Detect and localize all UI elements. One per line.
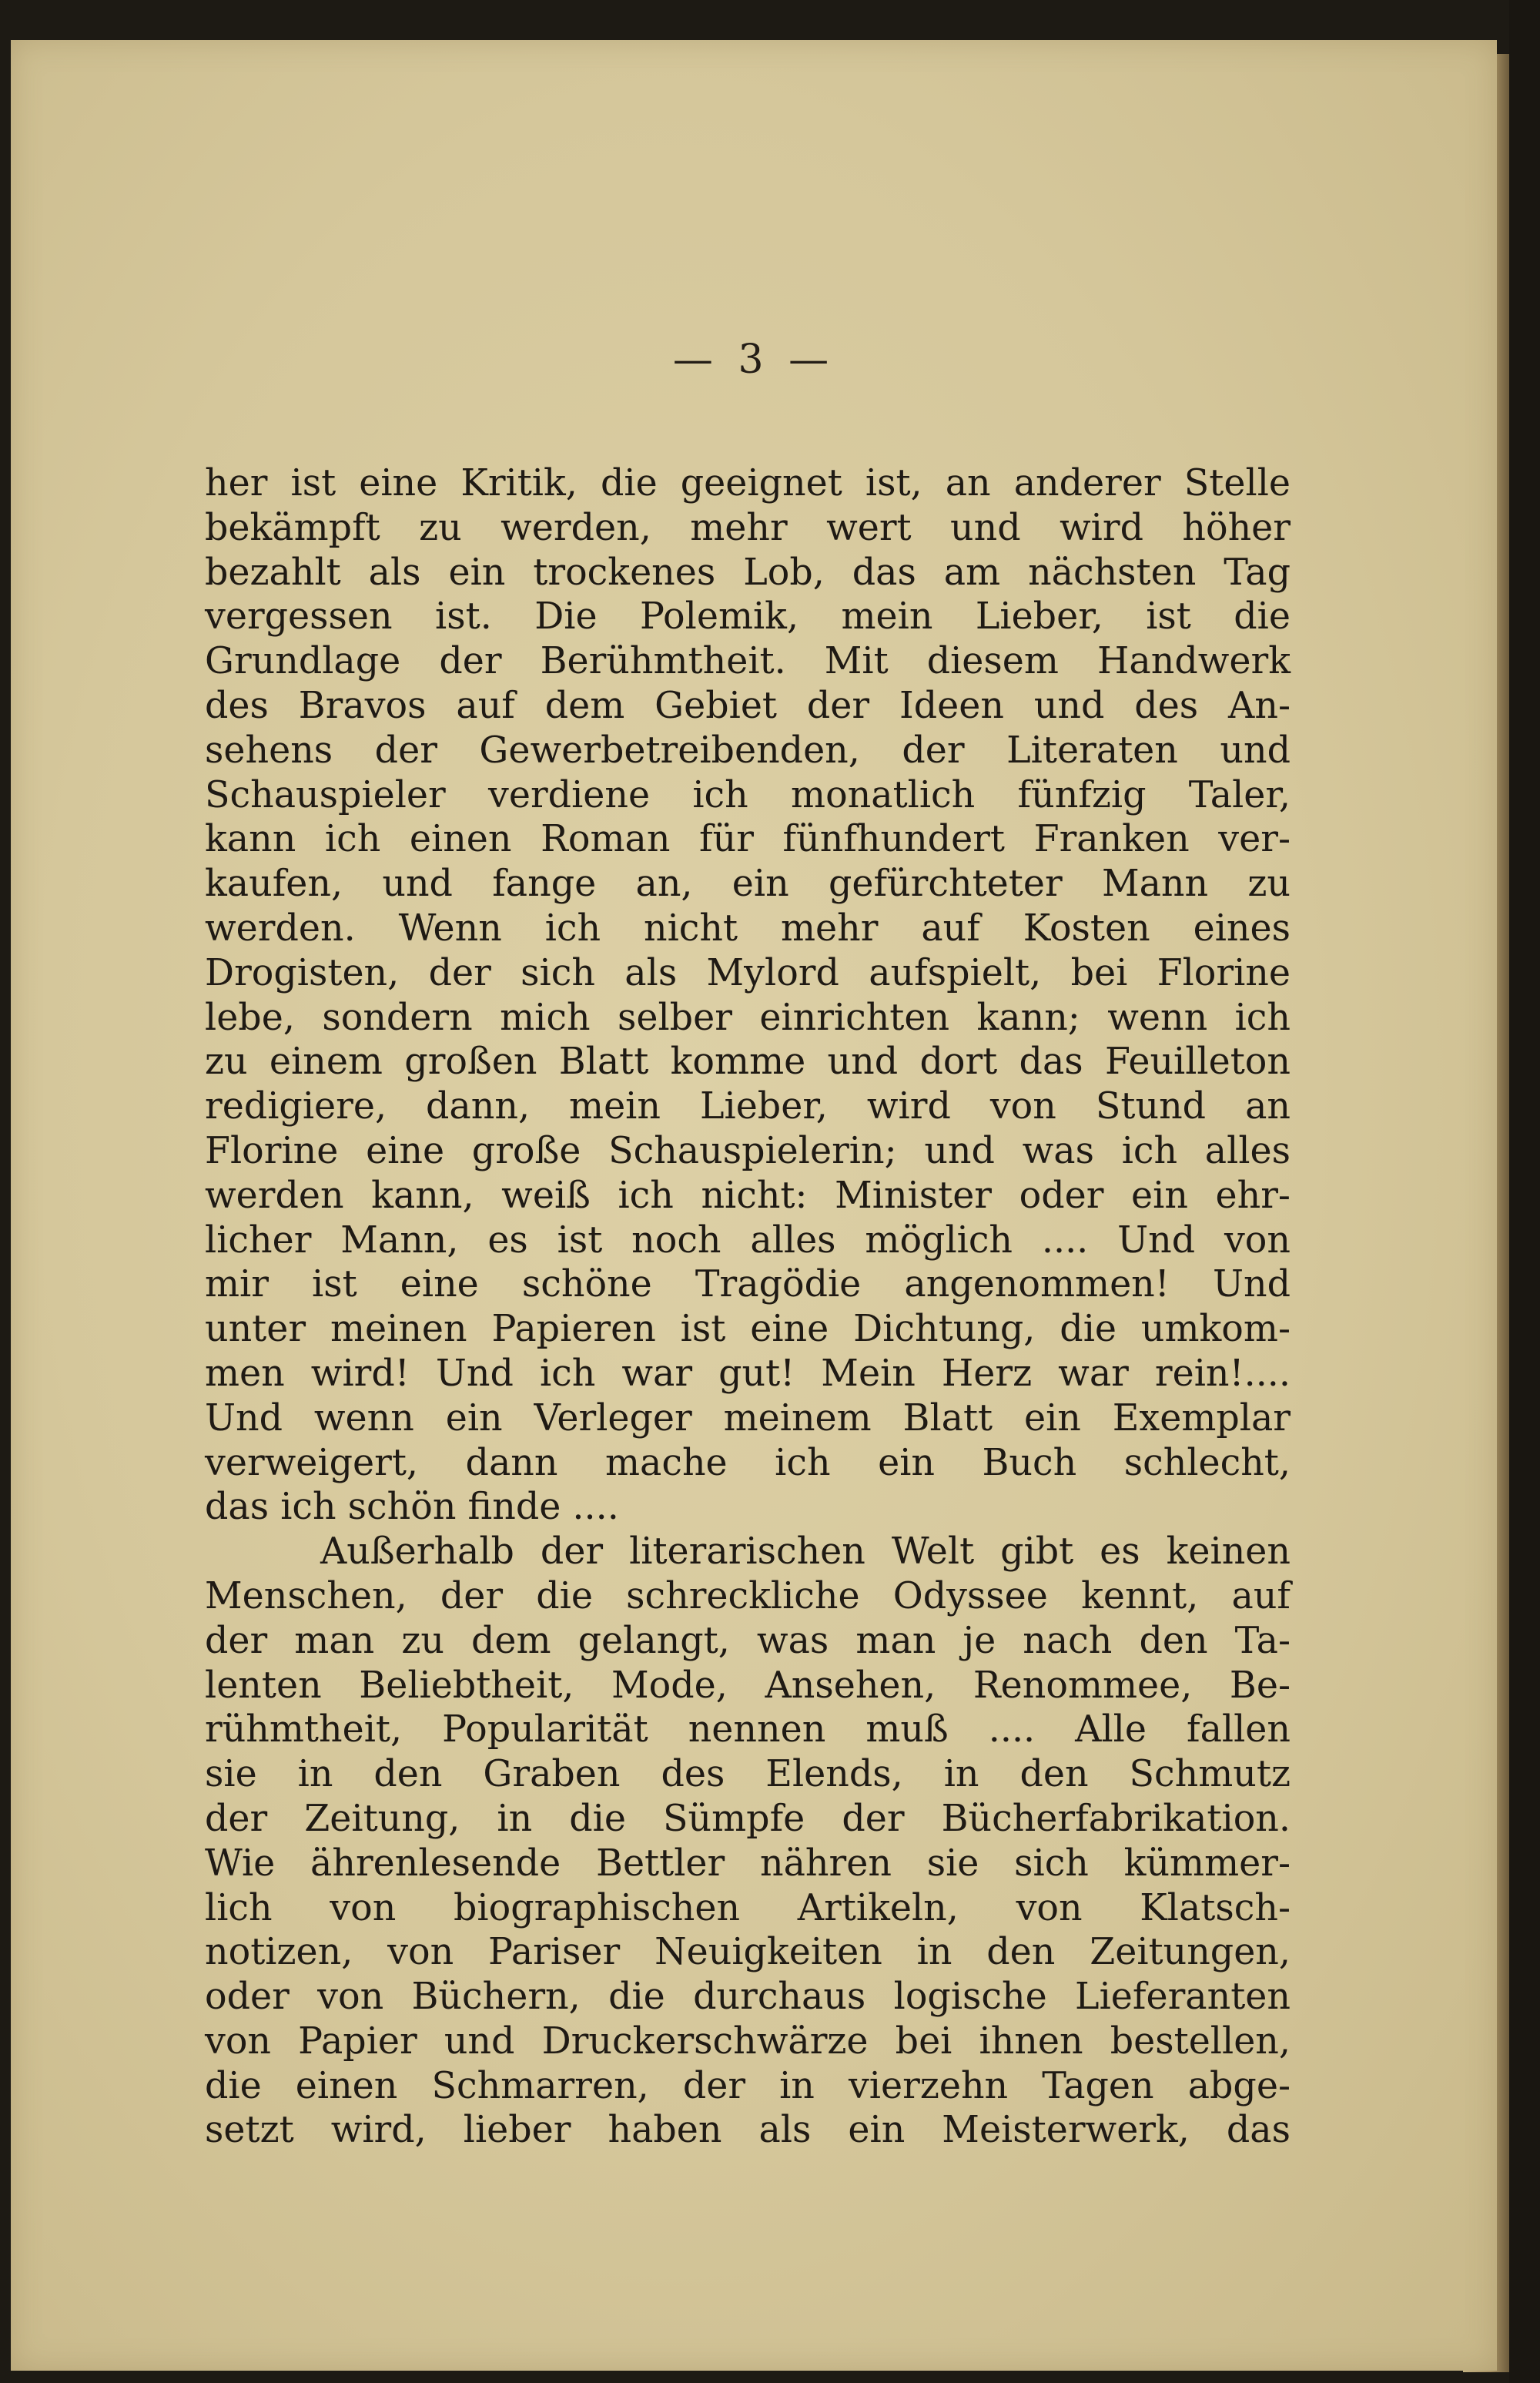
text-line: Menschen, der die schreckliche Odyssee kennt, auf: [205, 1574, 1291, 1617]
text-line: lich von biographischen Artikeln, von Klatsch-: [205, 1886, 1291, 1929]
paper-page: [11, 40, 1497, 2371]
text-line: des Bravos auf dem Gebiet der Ideen und des An-: [205, 684, 1291, 727]
text-line: von Papier und Druckerschwärze bei ihnen bestellen,: [205, 2019, 1291, 2063]
text-line: sehens der Gewerbetreibenden, der Literaten und: [205, 729, 1291, 772]
text-line: sie in den Graben des Elends, in den Schmutz: [205, 1753, 1291, 1796]
text-line: der Zeitung, in die Sümpfe der Bücherfabrikation.: [205, 1797, 1291, 1840]
text-line: oder von Büchern, die durchaus logische Lieferanten: [205, 1976, 1291, 2019]
text-line: werden kann, weiß ich nicht: Minister oder ein ehr-: [205, 1174, 1291, 1217]
text-line: bekämpft zu werden, mehr wert und wird höher: [205, 506, 1291, 549]
text-line: bezahlt als ein trockenes Lob, das am nächsten Tag: [205, 551, 1291, 594]
text-line: setzt wird, lieber haben als ein Meisterwerk, das: [205, 2109, 1291, 2152]
body-text: [205, 461, 1291, 2153]
text-line: der man zu dem gelangt, was man je nach den Ta-: [205, 1619, 1291, 1662]
text-line: Drogisten, der sich als Mylord aufspielt, bei Florine: [205, 951, 1291, 994]
text-line: zu einem großen Blatt komme und dort das Feuilleton: [205, 1041, 1291, 1084]
text-line: lebe, sondern mich selber einrichten kann; wenn ich: [205, 996, 1291, 1039]
text-line: kann ich einen Roman für fünfhundert Franken ver-: [205, 818, 1291, 861]
text-line: die einen Schmarren, der in vierzehn Tagen abge-: [205, 2064, 1291, 2107]
text-line: her ist eine Kritik, die geeignet ist, an anderer Stelle: [205, 462, 1291, 504]
page-number: — 3 —: [672, 337, 835, 383]
text-line: werden. Wenn ich nicht mehr auf Kosten eines: [205, 907, 1291, 950]
text-line: vergessen ist. Die Polemik, mein Lieber, ist die: [205, 595, 1291, 638]
text-line: men wird! Und ich war gut! Mein Herz war rein!....: [205, 1352, 1291, 1395]
text-line: kaufen, und fange an, ein gefürchteter Mann zu: [205, 863, 1291, 906]
text-line: Schauspieler verdiene ich monatlich fünfzig Taler,: [205, 773, 1291, 816]
text-line: Wie ährenlesende Bettler nähren sie sich kümmer-: [205, 1842, 1291, 1885]
paragraph-start-line: Außerhalb der literarischen Welt gibt es keinen: [320, 1530, 1291, 1574]
text-line: unter meinen Papieren ist eine Dichtung, die umkom-: [205, 1308, 1291, 1351]
text-line: mir ist eine schöne Tragödie angenommen! Und: [205, 1263, 1291, 1306]
text-line: redigiere, dann, mein Lieber, wird von Stund an: [205, 1085, 1291, 1128]
paragraph-end-line: das ich schön finde ....: [205, 1486, 619, 1529]
text-line: lenten Beliebtheit, Mode, Ansehen, Renommee, Be-: [205, 1664, 1291, 1707]
text-line: Grundlage der Berühmtheit. Mit diesem Handwerk: [205, 640, 1291, 683]
text-line: Und wenn ein Verleger meinem Blatt ein Exemplar: [205, 1396, 1291, 1440]
text-line: rühmtheit, Popularität nennen muß .... Alle fallen: [205, 1708, 1291, 1751]
text-line: Florine eine große Schauspielerin; und was ich alles: [205, 1129, 1291, 1172]
text-line: licher Mann, es ist noch alles möglich .... Und von: [205, 1218, 1291, 1262]
text-line: verweigert, dann mache ich ein Buch schlecht,: [205, 1441, 1291, 1484]
binding-shadow: [1509, 0, 1540, 2383]
text-line: notizen, von Pariser Neuigkeiten in den Zeitungen,: [205, 1931, 1291, 1974]
